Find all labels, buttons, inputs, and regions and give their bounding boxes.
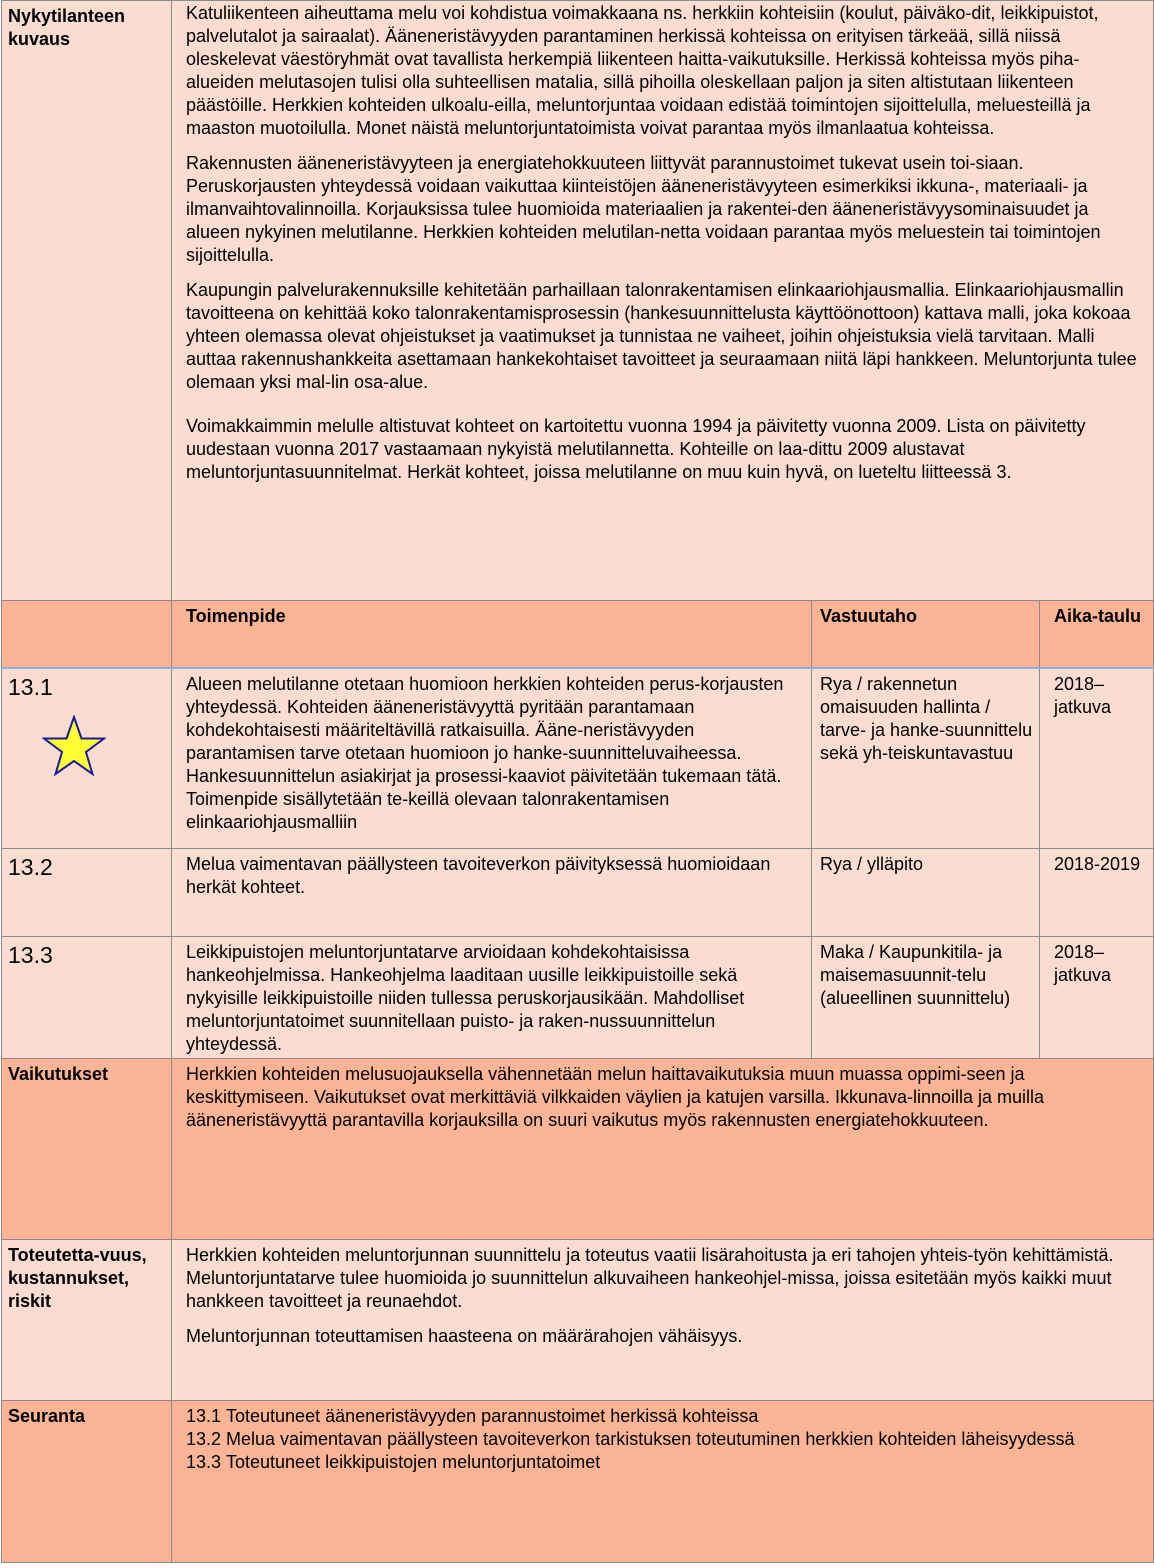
action-row (2, 937, 1154, 1059)
star-icon (42, 715, 106, 777)
action-number-cell (2, 849, 172, 937)
action-number: 13.1 (8, 673, 53, 700)
current-situation-label: Nykytilanteen kuvaus (8, 6, 126, 49)
current-situation-row (2, 1, 1154, 601)
feasibility-label-cell (2, 1240, 172, 1401)
followup-label-cell (2, 1401, 172, 1563)
action-number-cell (2, 668, 172, 849)
action-schedule-cell (1040, 849, 1154, 937)
intro-paragraph: Kaupungin palvelurakennuksille kehitetään parhaillaan talonrakentamisen elinkaariohjausmallia. Elinkaariohjausmallin tavoitteena on kehittää koko talonrakentamisprosessin (hankesuunnittelusta käyttöönottoon) kattava malli, joka kokoaa yhteen olemassa olevat ohjeistukset ja vaatimukset ja tunnistaa ne vaiheet, joihin ohjeistuksia vielä tarvitaan. Malli auttaa rakennushankkeita asettamaan hankekohtaiset tavoitteet ja seuraamaan niitä läpi hankkeen. Meluntorjunta tulee olemaan yksi mal-lin osa-alue. (186, 280, 1137, 392)
header-schedule: Aika-taulu (1054, 606, 1142, 626)
feasibility-paragraph: Herkkien kohteiden meluntorjunnan suunnittelu ja toteutus vaatii lisärahoitusta ja eri tahojen yhteis-työn kehittämistä. Meluntorjuntatarve tulee huomioida jo suunnittelun alkuvaiheen hankeohjel-missa, joissa esitetään myös kaikki muut hankkeen tavoitteet ja reunaehdot. (186, 1245, 1114, 1311)
effects-label: Vaikutukset (8, 1064, 109, 1084)
followup-item-text: Toteutuneet leikkipuistojen meluntorjuntatoimet (226, 1452, 601, 1472)
header-responsible: Vastuutaho (820, 606, 918, 626)
action-text-cell (172, 668, 812, 849)
action-responsible-cell (812, 849, 1040, 937)
intro-paragraph: Rakennusten ääneneristävyyteen ja energiatehokkuuteen liittyvät parannustoimet tukevat usein toi-siaan. Peruskorjausten yhteydessä voidaan vaikuttaa kiinteistöjen ääneneristävyyteen esimerkiksi ikkuna-, materiaali- ja ilmanvaihtovalinnoilla. Korjauksissa tulee huomioida materiaalien ja rakentei-den ääneneristävyysominaisuudet ja alueen nykyinen melutilanne. Herkkien kohteiden melutilan-netta voidaan parantaa myös meluestein tai toimintojen sijoittelulla. (186, 153, 1101, 265)
effects-text-cell (172, 1059, 1154, 1240)
feasibility-row (2, 1240, 1154, 1401)
followup-row (2, 1401, 1154, 1563)
followup-item-number: 13.2 (186, 1429, 222, 1449)
intro-paragraph: Voimakkaimmin melulle altistuvat kohteet on kartoitettu vuonna 1994 ja päivitetty vuonna 2009. Lista on päivitetty uudestaan vuonna 2017 vastaamaan nykyistä melutilannetta. Kohteille on laa-dittu 2009 alustavat meluntorjuntasuunnitelmat. Herkät kohteet, joissa melutilanne on muu kuin hyvä, on lueteltu liitteessä 3. (186, 416, 1086, 482)
action-responsible-cell (812, 937, 1040, 1059)
action-text-cell (172, 937, 812, 1059)
feasibility-text-cell (172, 1240, 1154, 1401)
followup-item (186, 1405, 1145, 1428)
followup-item-number: 13.3 (186, 1452, 222, 1472)
action-schedule: 2018–jatkuva (1054, 942, 1112, 985)
action-schedule-cell (1040, 668, 1154, 849)
action-row (2, 849, 1154, 937)
feasibility-paragraph: Meluntorjunnan toteuttamisen haasteena on määrärahojen vähäisyys. (186, 1326, 743, 1346)
action-number-cell (2, 937, 172, 1059)
header-action: Toimenpide (186, 606, 286, 626)
intro-paragraph: Katuliikenteen aiheuttama melu voi kohdistua voimakkaana ns. herkkiin kohteisiin (koulut, päiväko-dit, leikkipuistot, palvelutalot ja sairaalat). Ääneneristävyyden parantaminen herkissä kohteissa on erityisen tärkeää, sillä niissä oleskelevat väestöryhmät ovat tavallista herkempiä liikenteen haitta-vaikutuksille. Herkissä kohteissa myös piha-alueiden melutasojen tulisi olla suhteellisen matalia, sillä pihoilla oleskellaan paljon ja siten altistutaan liikenteen päästöille. Herkkien kohteiden ulkoalu-eilla, meluntorjuntaa voidaan edistää toimintojen sijoittelulla, meluesteillä ja maaston muotoilulla. Monet näistä meluntorjuntatoimista voivat parantaa myös ilmanlaatua kohteissa. (186, 3, 1099, 138)
action-schedule: 2018-2019 (1054, 854, 1141, 874)
action-responsible-cell (812, 668, 1040, 849)
action-text: Alueen melutilanne otetaan huomioon herkkien kohteiden perus-korjausten yhteydessä. Kohteiden ääneneristävyyttä pyritään parantamaan kohdekohtaisesti määriteltävillä ratkaisuilla. Ääne-neristävyyden parantamisen tarve otetaan huomioon jo hanke-suunnitteluvaiheessa. Hankesuunnittelun asiakirjat ja prosessi-kaaviot päivitetään tukemaan tätä. Toimenpide sisällytetään te-keillä olevaan talonrakentamisen elinkaariohjausmalliin (186, 673, 784, 832)
followup-item-text: Melua vaimentavan päällysteen tavoiteverkon tarkistuksen toteutuminen herkkien kohteiden läheisyydessä (226, 1429, 1075, 1449)
action-number: 13.3 (8, 942, 53, 968)
followup-label: Seuranta (8, 1406, 86, 1426)
action-schedule: 2018–jatkuva (1054, 673, 1112, 717)
action-text: Melua vaimentavan päällysteen tavoiteverkon päivityksessä huomioidaan herkät kohteet. (186, 854, 771, 897)
action-number: 13.2 (8, 854, 53, 880)
followup-item (186, 1451, 1145, 1474)
header-schedule-cell (1040, 601, 1154, 668)
followup-item (186, 1428, 1145, 1451)
header-empty-cell (2, 601, 172, 668)
action-text: Leikkipuistojen meluntorjuntatarve arvioidaan kohdekohtaisissa hankeohjelmissa. Hankeohjelma laaditaan uusille leikkipuistoille sekä nykyisille leikkipuistoille niiden tullessa peruskorjausikään. Mahdolliset meluntorjuntatoimet suunnitellaan puisto- ja raken-nussuunnittelun yhteydessä. (186, 942, 745, 1054)
followup-item-text: Toteutuneet ääneneristävyyden parannustoimet herkissä kohteissa (226, 1406, 759, 1426)
feasibility-label: Toteutetta-vuus, kustannukset, riskit (8, 1245, 147, 1311)
current-situation-text-cell (172, 1, 1154, 601)
header-action-cell (172, 601, 812, 668)
actions-header-row (2, 601, 1154, 668)
action-responsible: Rya / rakennetun omaisuuden hallinta / tarve- ja hanke-suunnittelu sekä yh-teiskuntavastuu (820, 673, 1033, 763)
effects-label-cell (2, 1059, 172, 1240)
current-situation-label-cell (2, 1, 172, 601)
action-responsible: Rya / ylläpito (820, 854, 924, 874)
measures-table (1, 0, 1154, 1563)
action-responsible: Maka / Kaupunkitila- ja maisemasuunnit-telu (alueellinen suunnittelu) (820, 942, 1011, 1008)
followup-item-number: 13.1 (186, 1406, 222, 1426)
effects-text: Herkkien kohteiden melusuojauksella vähennetään melun haittavaikutuksia muun muassa oppimi-seen ja keskittymiseen. Vaikutukset ovat merkittäviä vilkkaiden väylien ja katujen varsilla. Ikkunava-linnoilla ja muilla ääneneristävyyttä parantavilla korjauksilla on suuri vaikutus myös rakennusten energiatehokkuuteen. (186, 1064, 1045, 1130)
followup-cell (172, 1401, 1154, 1563)
action-text-cell (172, 849, 812, 937)
effects-row (2, 1059, 1154, 1240)
action-row (2, 668, 1154, 849)
action-schedule-cell (1040, 937, 1154, 1059)
followup-list (172, 1401, 1153, 1474)
header-responsible-cell (812, 601, 1040, 668)
